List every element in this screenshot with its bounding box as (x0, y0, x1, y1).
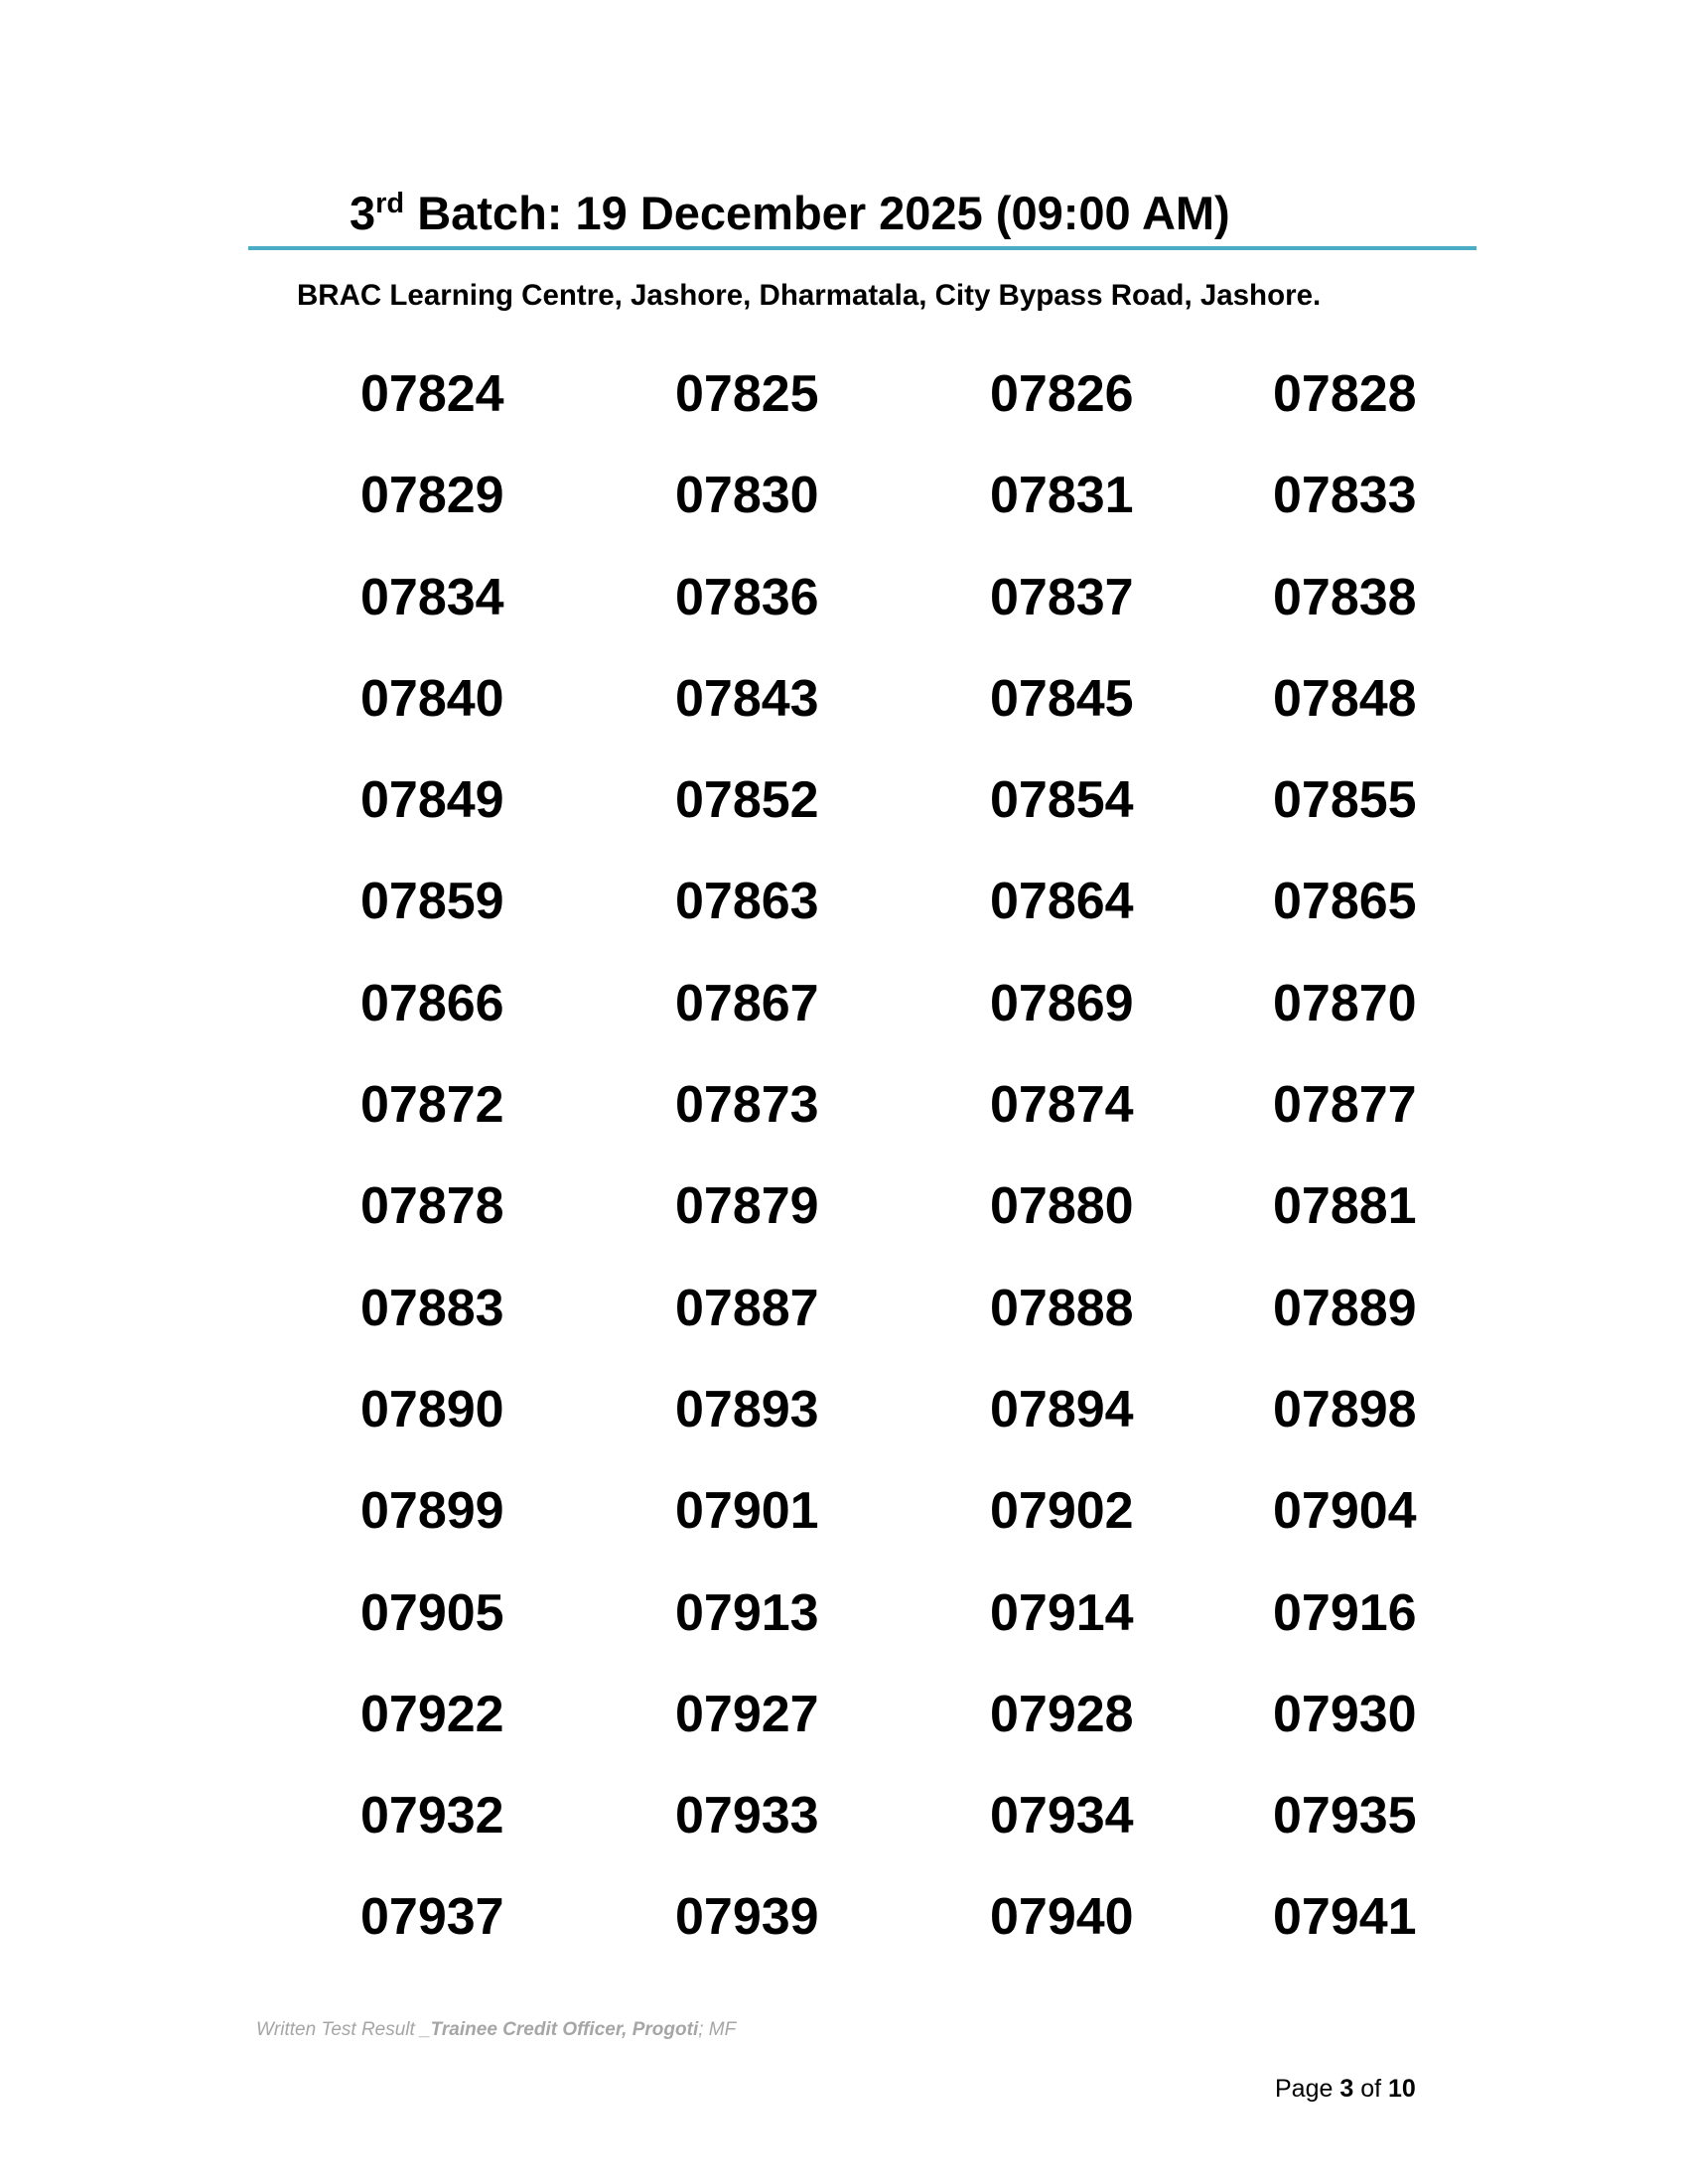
roll-number: 07902 (990, 1482, 1134, 1541)
roll-number: 07872 (360, 1076, 504, 1135)
roll-number: 07933 (675, 1787, 819, 1845)
roll-number: 07894 (990, 1380, 1134, 1438)
roll-row (0, 1175, 1688, 1277)
roll-row (0, 871, 1688, 972)
roll-number: 07914 (990, 1583, 1134, 1642)
footer-title: Trainee Credit Officer, Progoti (430, 2019, 699, 2040)
roll-number-grid (0, 363, 1688, 1988)
roll-number: 07826 (990, 365, 1134, 423)
roll-number: 07889 (1273, 1279, 1417, 1337)
roll-row (0, 1278, 1688, 1379)
roll-number: 07939 (675, 1888, 819, 1947)
document-footer (256, 2019, 736, 2041)
roll-number: 07834 (360, 568, 504, 626)
roll-number: 07825 (675, 365, 819, 423)
roll-row (0, 567, 1688, 668)
roll-number: 07833 (1273, 467, 1417, 525)
roll-number: 07927 (675, 1685, 819, 1743)
roll-number: 07930 (1273, 1685, 1417, 1743)
roll-number: 07935 (1273, 1787, 1417, 1845)
roll-row (0, 1582, 1688, 1684)
roll-number: 07843 (675, 669, 819, 728)
roll-number: 07937 (360, 1888, 504, 1947)
roll-number: 07904 (1273, 1482, 1417, 1541)
roll-number: 07879 (675, 1177, 819, 1236)
roll-number: 07878 (360, 1177, 504, 1236)
roll-row (0, 1480, 1688, 1581)
roll-number: 07899 (360, 1482, 504, 1541)
roll-row (0, 363, 1688, 465)
page-of-label: of (1353, 2075, 1388, 2103)
page-label: Page (1275, 2075, 1340, 2103)
roll-number: 07890 (360, 1380, 504, 1438)
roll-number: 07887 (675, 1279, 819, 1337)
roll-number: 07898 (1273, 1380, 1417, 1438)
page-total: 10 (1388, 2075, 1416, 2103)
roll-number: 07855 (1273, 771, 1417, 830)
batch-number: 3 (350, 187, 376, 239)
roll-row (0, 1886, 1688, 1987)
roll-number: 07877 (1273, 1076, 1417, 1135)
roll-number: 07836 (675, 568, 819, 626)
roll-number: 07829 (360, 467, 504, 525)
roll-row (0, 973, 1688, 1074)
roll-number: 07934 (990, 1787, 1134, 1845)
roll-row (0, 1074, 1688, 1175)
roll-number: 07932 (360, 1787, 504, 1845)
roll-row (0, 1785, 1688, 1886)
roll-number: 07883 (360, 1279, 504, 1337)
batch-heading (350, 184, 1230, 250)
roll-number: 07837 (990, 568, 1134, 626)
page-number (1275, 2075, 1416, 2104)
roll-number: 07913 (675, 1583, 819, 1642)
roll-number: 07865 (1273, 873, 1417, 931)
venue-address: BRAC Learning Centre, Jashore, Dharmatala, City Bypass Road, Jashore. (297, 279, 1322, 312)
roll-row (0, 465, 1688, 566)
roll-number: 07916 (1273, 1583, 1417, 1642)
roll-number: 07854 (990, 771, 1134, 830)
roll-number: 07881 (1273, 1177, 1417, 1236)
batch-ordinal-suffix: rd (375, 188, 405, 219)
roll-number: 07864 (990, 873, 1134, 931)
roll-number: 07867 (675, 974, 819, 1032)
roll-number: 07828 (1273, 365, 1417, 423)
roll-number: 07838 (1273, 568, 1417, 626)
roll-row (0, 1684, 1688, 1785)
roll-number: 07849 (360, 771, 504, 830)
roll-number: 07922 (360, 1685, 504, 1743)
roll-row (0, 668, 1688, 769)
roll-number: 07941 (1273, 1888, 1417, 1947)
roll-number: 07848 (1273, 669, 1417, 728)
roll-number: 07845 (990, 669, 1134, 728)
roll-number: 07866 (360, 974, 504, 1032)
roll-number: 07852 (675, 771, 819, 830)
page-current: 3 (1339, 2075, 1354, 2103)
roll-number: 07870 (1273, 974, 1417, 1032)
roll-number: 07905 (360, 1583, 504, 1642)
roll-number: 07831 (990, 467, 1134, 525)
roll-number: 07863 (675, 873, 819, 931)
footer-suffix: ; MF (698, 2019, 737, 2040)
roll-number: 07859 (360, 873, 504, 931)
footer-prefix: Written Test Result _ (256, 2019, 431, 2040)
roll-number: 07824 (360, 365, 504, 423)
batch-date-time: Batch: 19 December 2025 (09:00 AM) (404, 187, 1230, 239)
roll-number: 07873 (675, 1076, 819, 1135)
heading-divider (248, 246, 1477, 250)
roll-number: 07840 (360, 669, 504, 728)
roll-row (0, 1379, 1688, 1480)
roll-number: 07928 (990, 1685, 1134, 1743)
roll-number: 07888 (990, 1279, 1134, 1337)
roll-number: 07880 (990, 1177, 1134, 1236)
roll-number: 07874 (990, 1076, 1134, 1135)
roll-number: 07830 (675, 467, 819, 525)
roll-number: 07869 (990, 974, 1134, 1032)
roll-number: 07893 (675, 1380, 819, 1438)
roll-row (0, 769, 1688, 871)
roll-number: 07940 (990, 1888, 1134, 1947)
roll-number: 07901 (675, 1482, 819, 1541)
